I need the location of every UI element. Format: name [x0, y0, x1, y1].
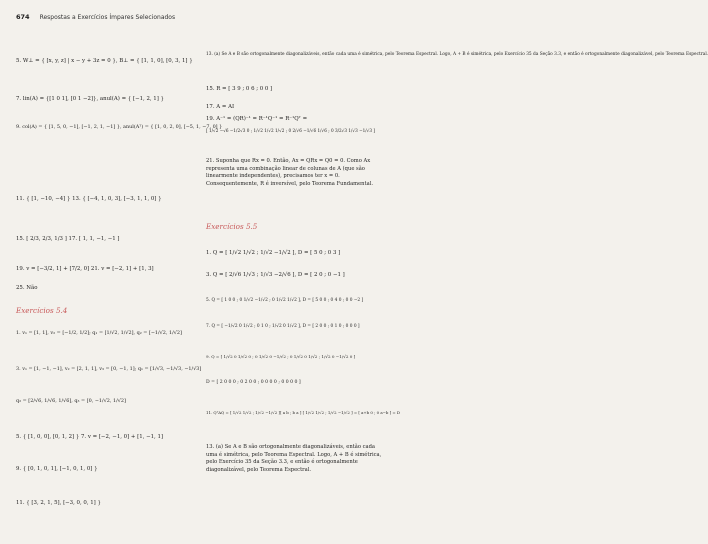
answer-19-inverse: 19. A⁻¹ = (QR)⁻¹ = R⁻¹Q⁻¹ = R⁻¹Qᵀ =: [206, 116, 308, 122]
section-heading-5-5: Exercícios 5.5: [206, 222, 258, 231]
answer-9-d: D = [ 2 0 0 0 ; 0 2 0 0 ; 0 0 0 0 ; 0 0 0 0 ]: [206, 380, 301, 385]
answer-5-diag: 5. Q = [ 1 0 0 ; 0 1/√2 −1/√2 ; 0 1/√2 1/√2 ], D = [ 5 0 0 ; 0 4 0 ; 0 0 −2 ]: [206, 298, 364, 303]
answer-11-basis: 11. { [3, 2, 1, 5], [−3, 0, 0, 1] }: [16, 500, 101, 506]
answer-3: 3. v₁ = [1, −1, −1], v₂ = [2, 1, 1], v₃ = [0, −1, 1]; q₁ = [1/√3, −1/√3, −1/√3]: [16, 366, 202, 372]
answer-15-17: 15. [ 2/3, 2/3, 1/3 ] 17. [ 1, 1, −1, −1 ]: [16, 236, 120, 242]
page-number: 674: [16, 13, 30, 21]
answer-15-r: 15. R = [ 3 9 ; 0 6 ; 0 0 ]: [206, 86, 273, 92]
answer-21: 21. Suponha que Rx = 0. Então, Ax = QRx = Q0 = 0. Como Ax representa uma combinação linear de colunas de A (que são linearmente independentes), precisamos ter x = 0. Consequentemente, R é inversível, pelo Teorema Fundamental.: [206, 158, 373, 187]
answer-19-21: 19. v = [−3/2, 1] + [7/2, 0] 21. v = [−2, 1] + [1, 3]: [16, 266, 154, 272]
answer-5-7: 5. { [1, 0, 0], [0, 1, 2] } 7. v = [−2, −1, 0] + [1, −1, 1]: [16, 434, 164, 440]
answer-11-13: 11. { [1, −10, −4] } 13. { [−4, 1, 0, 3], [−3, 1, 1, 0] }: [16, 196, 162, 202]
answer-9-diag: 9. Q = [ 1/√2 0 1/√2 0 ; 0 1/√2 0 −1/√2 ; 0 1/√2 0 1/√2 ; 1/√2 0 −1/√2 0 ]: [206, 354, 356, 359]
running-title: Respostas a Exercícios Ímpares Selecionados: [39, 14, 176, 21]
answer-13-spectral: 13. (a) Se A e B são ortogonalmente diagonalizáveis, então cada uma é simétrica, pelo Teorema Espectral. Logo, A + B é simétrica, pelo Exercício 35 da Seção 3.3, e então é ortogonalmente diagonalizável, pelo Teorema Espectral.: [206, 444, 382, 473]
answer-25: 25. Não: [16, 285, 38, 291]
answer-1: 1. v₁ = [1, 1], v₂ = [−1/2, 1/2]; q₁ = [1/√2, 1/√2], q₂ = [−1/√2, 1/√2]: [16, 330, 182, 336]
section-heading-5-4: Exercícios 5.4: [16, 306, 68, 315]
answer-19-matrix: [ 1/√2 −√6 −1/2√3 0 ; 1/√2 1/√2 1/√2 ; 0 2/√6 −1/√6 1/√6 ; 0 3/2√3 1/√3 −1/√3 ]: [206, 128, 375, 133]
answer-9-basis: 9. { [0, 1, 0, 1], [−1, 0, 1, 0] }: [16, 466, 98, 472]
page-header: [16, 13, 175, 22]
answer-17: 17. A = AI: [206, 104, 235, 110]
answer-7-diag: 7. Q = [ −1/√2 0 1/√2 ; 0 1 0 ; 1/√2 0 1/√2 ], D = [ 2 0 0 ; 0 1 0 ; 0 0 0 ]: [206, 324, 360, 329]
answer-7: 7. lin(A) = {[1 0 1], [0 1 −2]}, anul(A) = { [−1, 2, 1] }: [16, 96, 164, 102]
answer-3-diag: 3. Q = [ 2/√6 1/√3 ; 1/√3 −2/√6 ], D = [ 2 0 ; 0 −1 ]: [206, 272, 345, 278]
answer-3-cont: q₂ = [2/√6, 1/√6, 1/√6], q₃ = [0, −1/√2, 1/√2]: [16, 398, 126, 404]
answer-13-qr: 13. (a) Se A e B são ortogonalmente diagonalizáveis, então cada uma é simétrica, pelo Teorema Espectral. Logo, A + B é simétrica, pelo Exercício 35 da Seção 3.3, e então é ortogonalmente diagonalizável, pelo Teorema Espectral.: [206, 52, 708, 57]
answer-1-diag: 1. Q = [ 1/√2 1/√2 ; 1/√2 −1/√2 ], D = [ 5 0 ; 0 3 ]: [206, 250, 341, 256]
answer-5: 5. W⊥ = { [x, y, z] | x − y + 3z = 0 }, B⊥ = { [1, 1, 0], [0, 3, 1] }: [16, 58, 193, 64]
answer-9: 9. col(A) = { [1, 5, 0, −1], [−1, 2, 1, −1] }, anul(Aᵀ) = { [1, 0, 2, 0], [−5, 1, −7, 0] }: [16, 124, 223, 130]
answer-11-diag: 11. QᵀAQ = [ 1/√2 1/√2 ; 1/√2 −1/√2 ][ a b ; b a ] [ 1/√2 1/√2 ; 1/√2 −1/√2 ] = [ a+b 0 ; 0 a−b ] = D: [206, 410, 401, 415]
